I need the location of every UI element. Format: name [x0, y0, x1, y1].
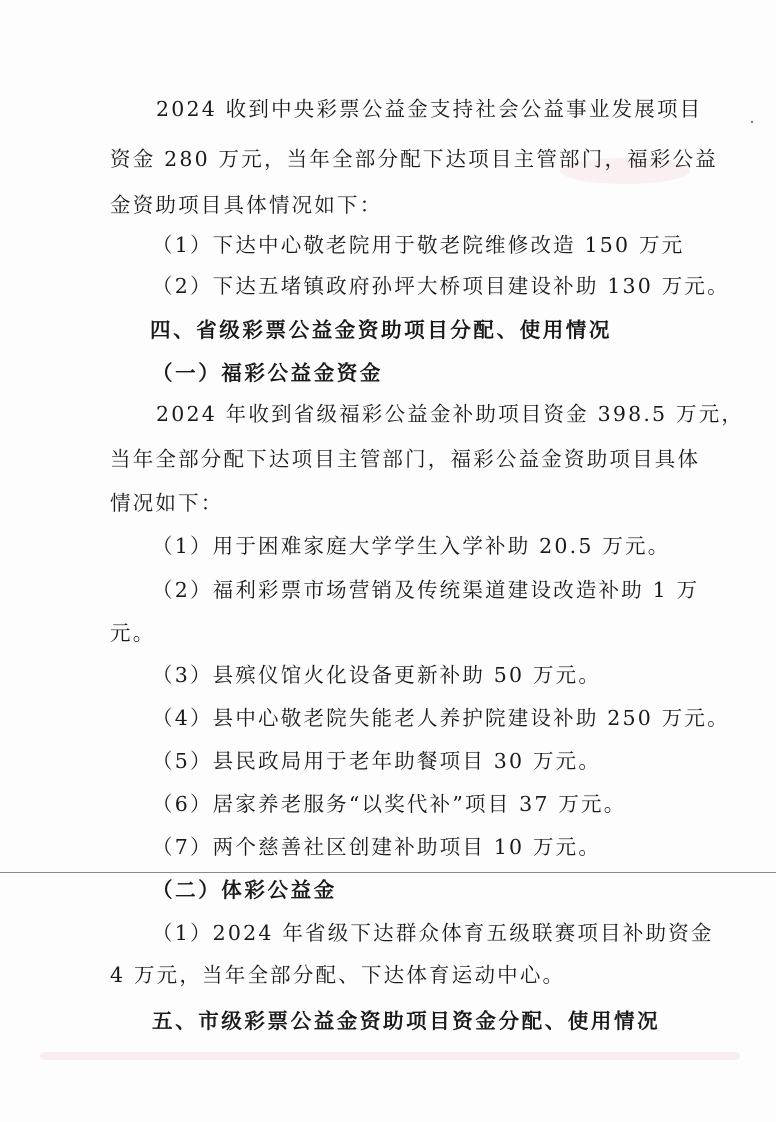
section-heading-5: 五、市级彩票公益金资助项目资金分配、使用情况: [152, 1009, 661, 1033]
paragraph-line-2: 资金 280 万元，当年全部分配下达项目主管部门，福彩公益: [110, 147, 718, 171]
list-item-10: （1）2024 年省级下达群众体育五级联赛项目补助资金: [152, 921, 714, 945]
list-item-5: （3）县殡仪馆火化设备更新补助 50 万元。: [152, 663, 602, 687]
list-item-7: （5）县民政局用于老年助餐项目 30 万元。: [152, 749, 602, 773]
list-item-4-continuation: 元。: [110, 621, 156, 645]
paragraph-line-4: 2024 年收到省级福彩公益金补助项目资金 398.5 万元，: [156, 402, 745, 426]
paper-speck: [751, 121, 753, 123]
list-item-3: （1）用于困难家庭大学学生入学补助 20.5 万元。: [152, 534, 671, 558]
faint-stamp-residue: [40, 1052, 740, 1060]
list-item-9: （7）两个慈善社区创建补助项目 10 万元。: [152, 835, 602, 859]
section-heading-4: 四、省级彩票公益金资助项目分配、使用情况: [150, 318, 612, 342]
paragraph-line-3: 金资助项目具体情况如下：: [110, 193, 383, 217]
list-item-6: （4）县中心敬老院失能老人养护院建设补助 250 万元。: [152, 706, 730, 730]
list-item-4: （2）福利彩票市场营销及传统渠道建设改造补助 1 万: [152, 578, 700, 602]
subsection-heading-2: （二）体彩公益金: [152, 878, 337, 902]
paragraph-line-6: 情况如下：: [110, 491, 224, 515]
list-item-10-continuation: 4 万元，当年全部分配、下达体育运动中心。: [110, 963, 566, 987]
scan-fold-line: [0, 872, 776, 873]
list-item-2: （2）下达五堵镇政府孙坪大桥项目建设补助 130 万元。: [152, 274, 730, 298]
paragraph-line-5: 当年全部分配下达项目主管部门，福彩公益金资助项目具体: [110, 447, 701, 471]
subsection-heading-1: （一）福彩公益金资金: [152, 361, 383, 385]
list-item-1: （1）下达中心敬老院用于敬老院维修改造 150 万元: [152, 233, 685, 257]
list-item-8: （6）居家养老服务“以奖代补”项目 37 万元。: [152, 792, 627, 816]
paragraph-line-1: 2024 收到中央彩票公益金支持社会公益事业发展项目: [156, 97, 703, 121]
